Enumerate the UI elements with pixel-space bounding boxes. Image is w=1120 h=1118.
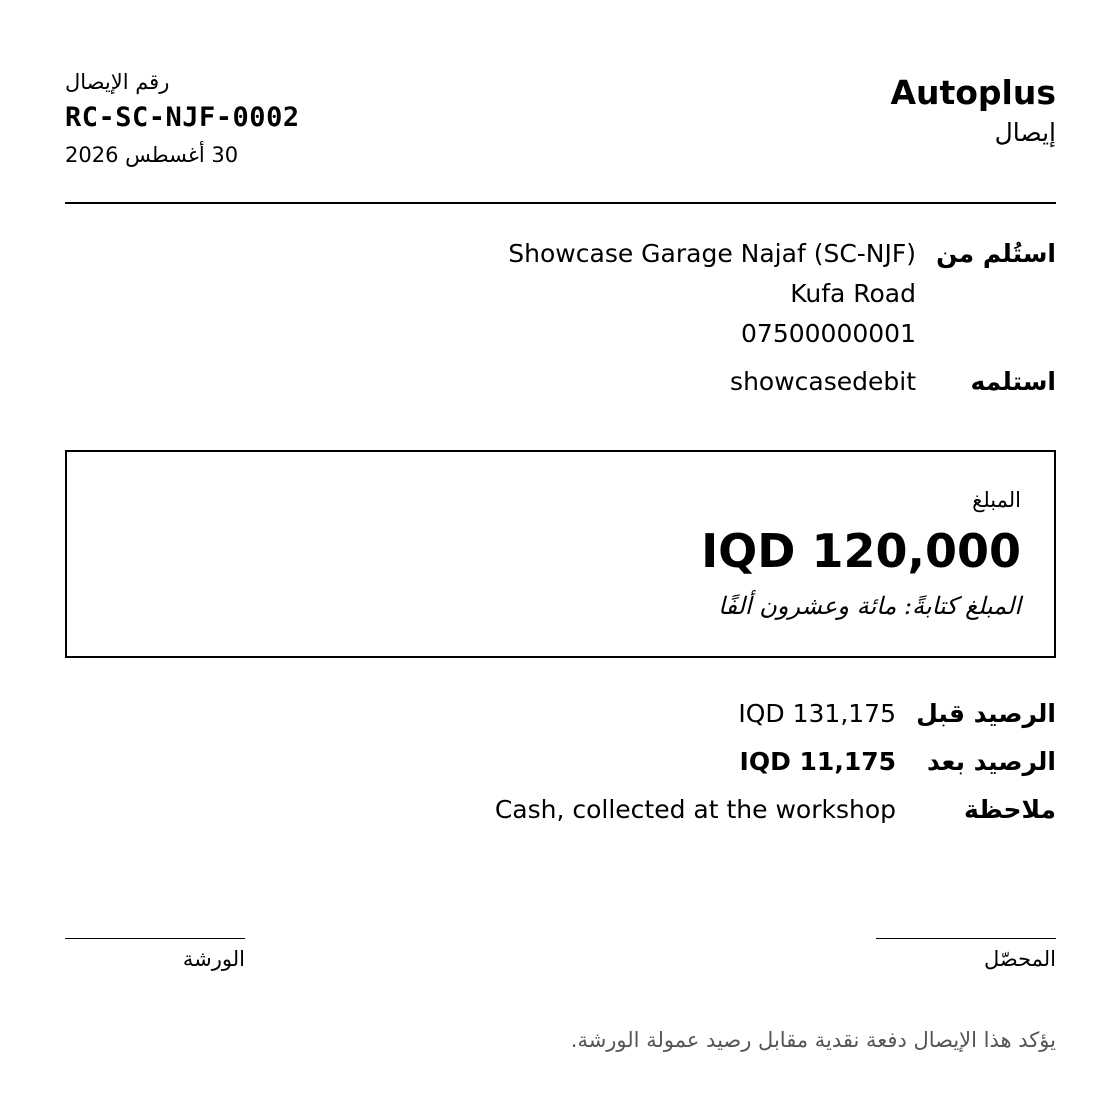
workshop-signature-label: الورشة — [182, 947, 245, 971]
brand-block — [890, 72, 1056, 150]
payer-address: Kufa Road — [790, 279, 916, 308]
note-row — [495, 790, 1056, 830]
amount-value: IQD 120,000 — [701, 524, 1021, 578]
balance-after-value: IQD 11,175 — [739, 747, 896, 776]
signature-line — [876, 918, 1056, 939]
note-value: Cash, collected at the workshop — [494, 795, 896, 824]
receipt-page — [65, 0, 1056, 1118]
receipt-date: 30 أغسطس 2026 — [65, 143, 239, 167]
amount-box — [65, 450, 1056, 658]
received-from-details — [508, 234, 916, 354]
payer-phone: 07500000001 — [741, 319, 916, 348]
payer-name: Showcase Garage Najaf (SC-NJF) — [508, 239, 916, 268]
signature-line — [65, 918, 245, 939]
receipt-header — [65, 60, 1056, 204]
receipt-number: RC-SC-NJF-0002 — [65, 102, 300, 133]
received-by-value: showcasedebit — [730, 367, 916, 396]
amount-label: المبلغ — [972, 488, 1021, 512]
received-from-label: استُلم من — [936, 239, 1056, 268]
balance-before-row — [738, 694, 1056, 734]
footer-note: يؤكد هذا الإيصال دفعة نقدية مقابل رصيد عمولة الورشة. — [570, 1028, 1056, 1052]
collector-signature-label: المحصّل — [983, 947, 1056, 971]
note-label: ملاحظة — [964, 795, 1056, 824]
received-by-label: استلمه — [970, 367, 1056, 396]
brand-name: Autoplus — [890, 73, 1056, 112]
balance-before-label: الرصيد قبل — [916, 699, 1056, 728]
document-type: إيصال — [994, 118, 1056, 147]
balance-before-value: IQD 131,175 — [738, 699, 896, 728]
amount-in-words: المبلغ كتابةً: مائة وعشرون ألفًا — [718, 592, 1021, 620]
balance-after-label: الرصيد بعد — [927, 747, 1056, 776]
received-from-row — [508, 234, 1056, 354]
workshop-signature — [65, 918, 245, 975]
amount-content — [701, 484, 1021, 624]
receipt-number-label: رقم الإيصال — [65, 70, 170, 94]
collector-signature — [876, 918, 1056, 975]
received-by-row — [730, 362, 1056, 402]
receipt-meta — [65, 68, 300, 170]
balance-after-row — [740, 742, 1056, 782]
